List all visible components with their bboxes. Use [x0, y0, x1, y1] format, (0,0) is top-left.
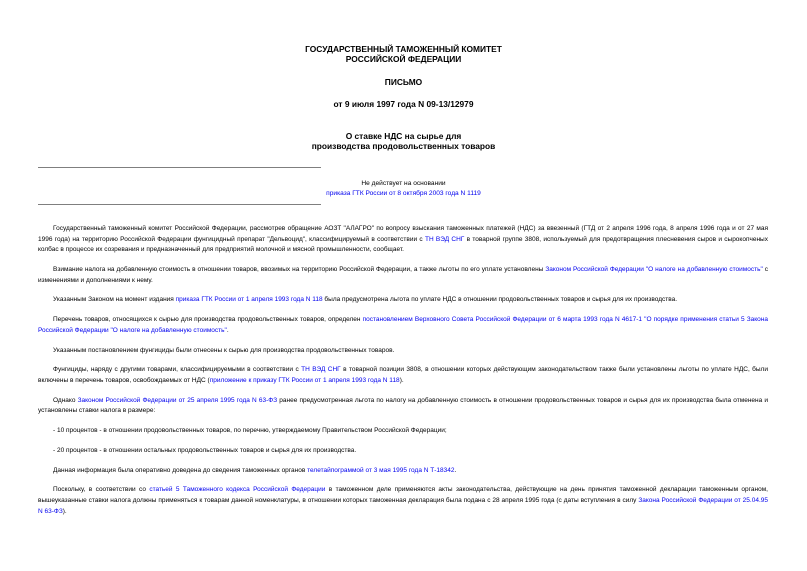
paragraph-1-text-2: в товарной группе 3808, используемый для предотвращения плесневения сыров и сырокопченых колбас в процессе их созревания и предназначенный для предприятий молочной и мясной промышленности, сообщает.: [38, 235, 768, 254]
paragraph-11-text-3: ).: [62, 507, 67, 515]
doc-subject-line2: производства продовольственных товаров: [311, 141, 496, 151]
paragraph-9-text: - 20 процентов - в отношении остальных продовольственных товаров и сырья для их производства.: [53, 446, 357, 454]
paragraph-2-text-2: с изменениями и дополнениями к нему.: [38, 265, 768, 284]
doc-subject-line1: О ставке НДС на сырье для: [345, 131, 462, 141]
link-law-63-fz[interactable]: Законом Российской Федерации от 25 апреля 1995 года N 63-ФЗ: [77, 396, 278, 404]
paragraph-11-text-2: в таможенном деле применяются акты законодательства, действующие на день принятия таможенной декларации таможенным органом, вышеуказанные ставки налога должны применяться к товарам данной номенклатуры, в отношении которых таможенная декларация была подана с 28 апреля 1995 года (с даты вступления в силу: [38, 486, 768, 504]
divider-bottom: [38, 204, 321, 205]
org-name-line1: ГОСУДАРСТВЕННЫЙ ТАМОЖЕННЫЙ КОМИТЕТ: [305, 44, 502, 54]
paragraph-6-text-3: ).: [399, 376, 404, 384]
paragraph-10: [38, 466, 768, 477]
status-link-row: [0, 189, 807, 199]
paragraph-2: [38, 265, 768, 286]
paragraph-6-text-2: в товарной позиции 3808, в отношении которых действующим законодательством также были установлены льготы по уплате НДС, были включены в перечень товаров, освобождаемых от НДС (: [38, 366, 768, 384]
paragraph-10-text-2: .: [454, 466, 457, 474]
doc-date-number: от 9 июля 1997 года N 09-13/12979: [333, 99, 474, 109]
paragraph-5-text: Указанным постановлением фунгициды были отнесены к сырью для производства продовольственных товаров.: [53, 346, 395, 354]
paragraph-9: [38, 446, 768, 457]
paragraph-4-text: Перечень товаров, относящихся к сырью для производства продовольственных товаров, определен: [53, 316, 363, 324]
paragraph-4-text-2: .: [226, 326, 229, 334]
paragraph-2-text: Взимание налога на добавленную стоимость в отношении товаров, ввозимых на территорию Российской Федерации, а также льготы по его уплате установлены: [53, 265, 546, 273]
org-name-line2: РОССИЙСКОЙ ФЕДЕРАЦИИ: [345, 54, 462, 64]
paragraph-8: [38, 426, 768, 437]
paragraph-1-text: Государственный таможенный комитет Российской Федерации, рассмотрев обращение АОЗТ "АЛАГРО" по вопросу взыскания таможенных платежей (НДС) за ввезенный (ГТД от 2 апреля 1996 года, 8 апреля 1996 года и от 27 мая 1996 года) на территорию Российской Федерации фунгицидный препарат "Дельвоцид", классифицируемый в соответствии с: [38, 225, 768, 243]
paragraph-10-text: Данная информация была оперативно доведена до сведения таможенных органов: [53, 466, 308, 474]
doc-type: ПИСЬМО: [384, 77, 423, 87]
divider-top: [38, 167, 321, 168]
link-customs-code-art5[interactable]: статьей 5 Таможенного кодекса Российской Федерации: [149, 486, 326, 494]
paragraph-6-text: Фунгициды, наряду с другими товарами, классифицируемыми в соответствии с: [53, 366, 302, 374]
paragraph-7-text: Однако: [53, 396, 78, 404]
paragraph-3-text: Указанным Законом на момент издания: [53, 296, 176, 304]
link-order-118-appendix[interactable]: приложение к приказу ГТК России от 1 апреля 1993 года N 118: [209, 376, 400, 384]
status-link[interactable]: приказа ГТК России от 8 октября 2003 года N 1119: [326, 190, 481, 197]
paragraph-6: [38, 365, 768, 386]
link-resolution-4617-1[interactable]: постановлением Верховного Совета Российской Федерации от 6 марта 1993 года N 4617-1 "О порядке применения статьи 5 Закона Российской Федерации "О налоге на добавленную стоимость": [38, 316, 768, 334]
link-vat-law[interactable]: Законом Российской Федерации "О налоге на добавленную стоимость": [545, 265, 763, 273]
link-teletype-t-18342[interactable]: телетайпограммой от 3 мая 1995 года N Т-18342: [307, 466, 455, 474]
paragraph-11-text: Поскольку, в соответствии со: [53, 486, 150, 494]
paragraph-5: [38, 346, 768, 357]
paragraph-4: [38, 315, 768, 336]
paragraph-7-text-2: ранее предусмотренная льгота по налогу на добавленную стоимость в отношении продовольственных товаров и сырья для их производства была отменена и установлены ставки налога в размере:: [38, 396, 768, 415]
document-body: [38, 224, 768, 526]
paragraph-8-text: - 10 процентов - в отношении продовольственных товаров, по перечню, утверждаемому Правительством Российской Федерации;: [53, 427, 447, 435]
link-tn-ved-sng[interactable]: ТН ВЭД СНГ: [424, 235, 465, 243]
link-law-63-fz-2[interactable]: Закона Российской Федерации от 25.04.95 N 63-ФЗ: [38, 496, 768, 515]
paragraph-11: [38, 485, 768, 517]
paragraph-1: [38, 224, 768, 256]
paragraph-7: [38, 396, 768, 417]
link-tn-ved-sng-2[interactable]: ТН ВЭД СНГ: [301, 366, 341, 374]
link-order-118[interactable]: приказа ГТК России от 1 апреля 1993 года N 118: [175, 296, 323, 304]
status-note: Не действует на основании: [361, 180, 446, 187]
paragraph-3-text-2: была предусмотрена льгота по уплате НДС в отношении продовольственных товаров и сырья для их производства.: [322, 296, 678, 304]
paragraph-3: [38, 295, 768, 306]
